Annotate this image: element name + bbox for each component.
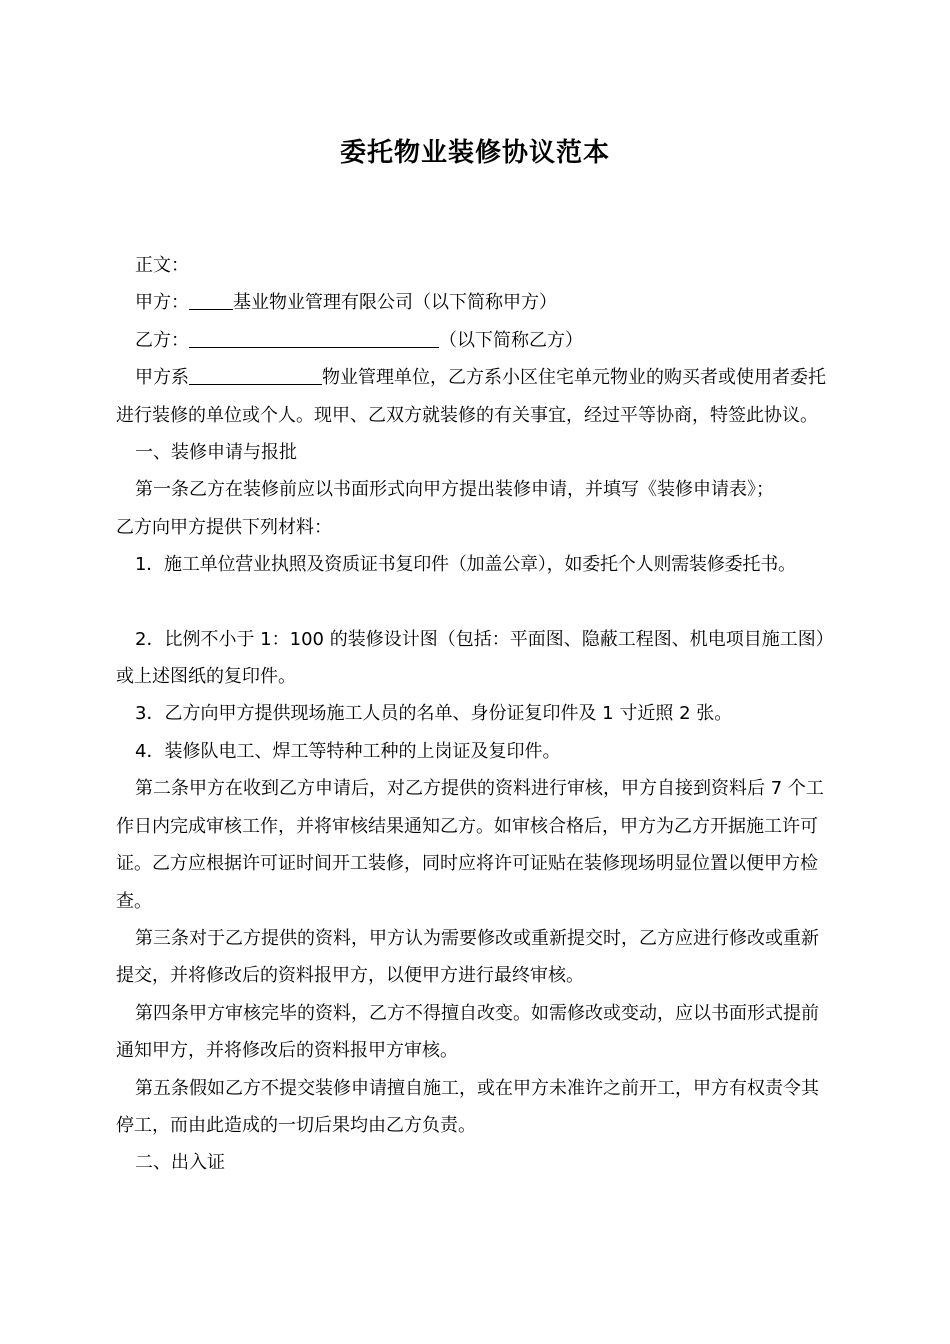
list-item-4: 4．装修队电工、焊工等特种工种的上岗证及复印件。 <box>135 740 561 762</box>
article2-paragraph: 第二条甲方在收到乙方申请后，对乙方提供的资料进行审核，甲方自接到资料后 7 个工作日内完成审核工作，并将审核结果通知乙方。如审核合格后，甲方为乙方开据施工许可证。乙方应根据许可证时间开工装修，同时应将许可证贴在装修现场明显位置以便甲方检查。 <box>116 778 824 912</box>
party-b-prefix: 乙方： <box>135 329 189 351</box>
article1-paragraph: 第一条乙方在装修前应以书面形式向甲方提出装修申请，并填写《装修申请表》； <box>135 479 774 501</box>
article3-paragraph: 第三条对于乙方提供的资料，甲方认为需要修改或重新提交时，乙方应进行修改或重新提交，并将修改后的资料报甲方，以便甲方进行最终审核。 <box>116 927 819 987</box>
document-title: 委托物业装修协议范本 <box>339 138 610 168</box>
article5-paragraph: 第五条假如乙方不提交装修申请擅自施工，或在甲方未准许之前开工，甲方有权责令其停工，而由此造成的一切后果均由乙方负责。 <box>116 1077 819 1136</box>
party-a-line <box>116 284 836 321</box>
party-b-blank <box>189 327 439 348</box>
intro-prefix: 甲方系 <box>135 367 189 389</box>
party-b-suffix: （以下简称乙方） <box>439 329 583 351</box>
party-b-line <box>116 322 836 359</box>
intro-paragraph <box>116 359 836 434</box>
party-a-suffix: 基业物业管理有限公司（以下简称甲方） <box>233 292 557 314</box>
list-item-2: 2．比例不小于 1：100 的装修设计图（包括：平面图、隐蔽工程图、机电项目施工图）或上述图纸的复印件。 <box>116 628 834 688</box>
list-item-3: 3．乙方向甲方提供现场施工人员的名单、身份证复印件及 1 寸近照 2 张。 <box>135 703 733 725</box>
party-a-blank <box>189 289 233 310</box>
article1-continuation: 乙方向甲方提供下列材料： <box>116 516 332 538</box>
section1-heading: 一、装修申请与报批 <box>135 442 297 464</box>
article4-paragraph: 第四条甲方审核完毕的资料，乙方不得擅自改变。如需修改或变动，应以书面形式提前通知甲方，并将修改后的资料报甲方审核。 <box>116 1002 819 1062</box>
party-a-prefix: 甲方： <box>135 292 189 314</box>
section2-heading: 二、出入证 <box>135 1152 225 1174</box>
zhengwen-label: 正文： <box>135 255 189 276</box>
document-body <box>116 247 836 1182</box>
intro-blank <box>189 364 322 385</box>
blank-line <box>116 584 836 621</box>
list-item-1: 1．施工单位营业执照及资质证书复印件（加盖公章），如委托个人则需装修委托书。 <box>135 554 796 576</box>
intro-suffix: 物业管理单位，乙方系小区住宅单元物业的购买者或使用者委托进行装修的单位或个人。现甲、乙双方就装修的有关事宜，经过平等协商，特签此协议。 <box>116 367 826 426</box>
